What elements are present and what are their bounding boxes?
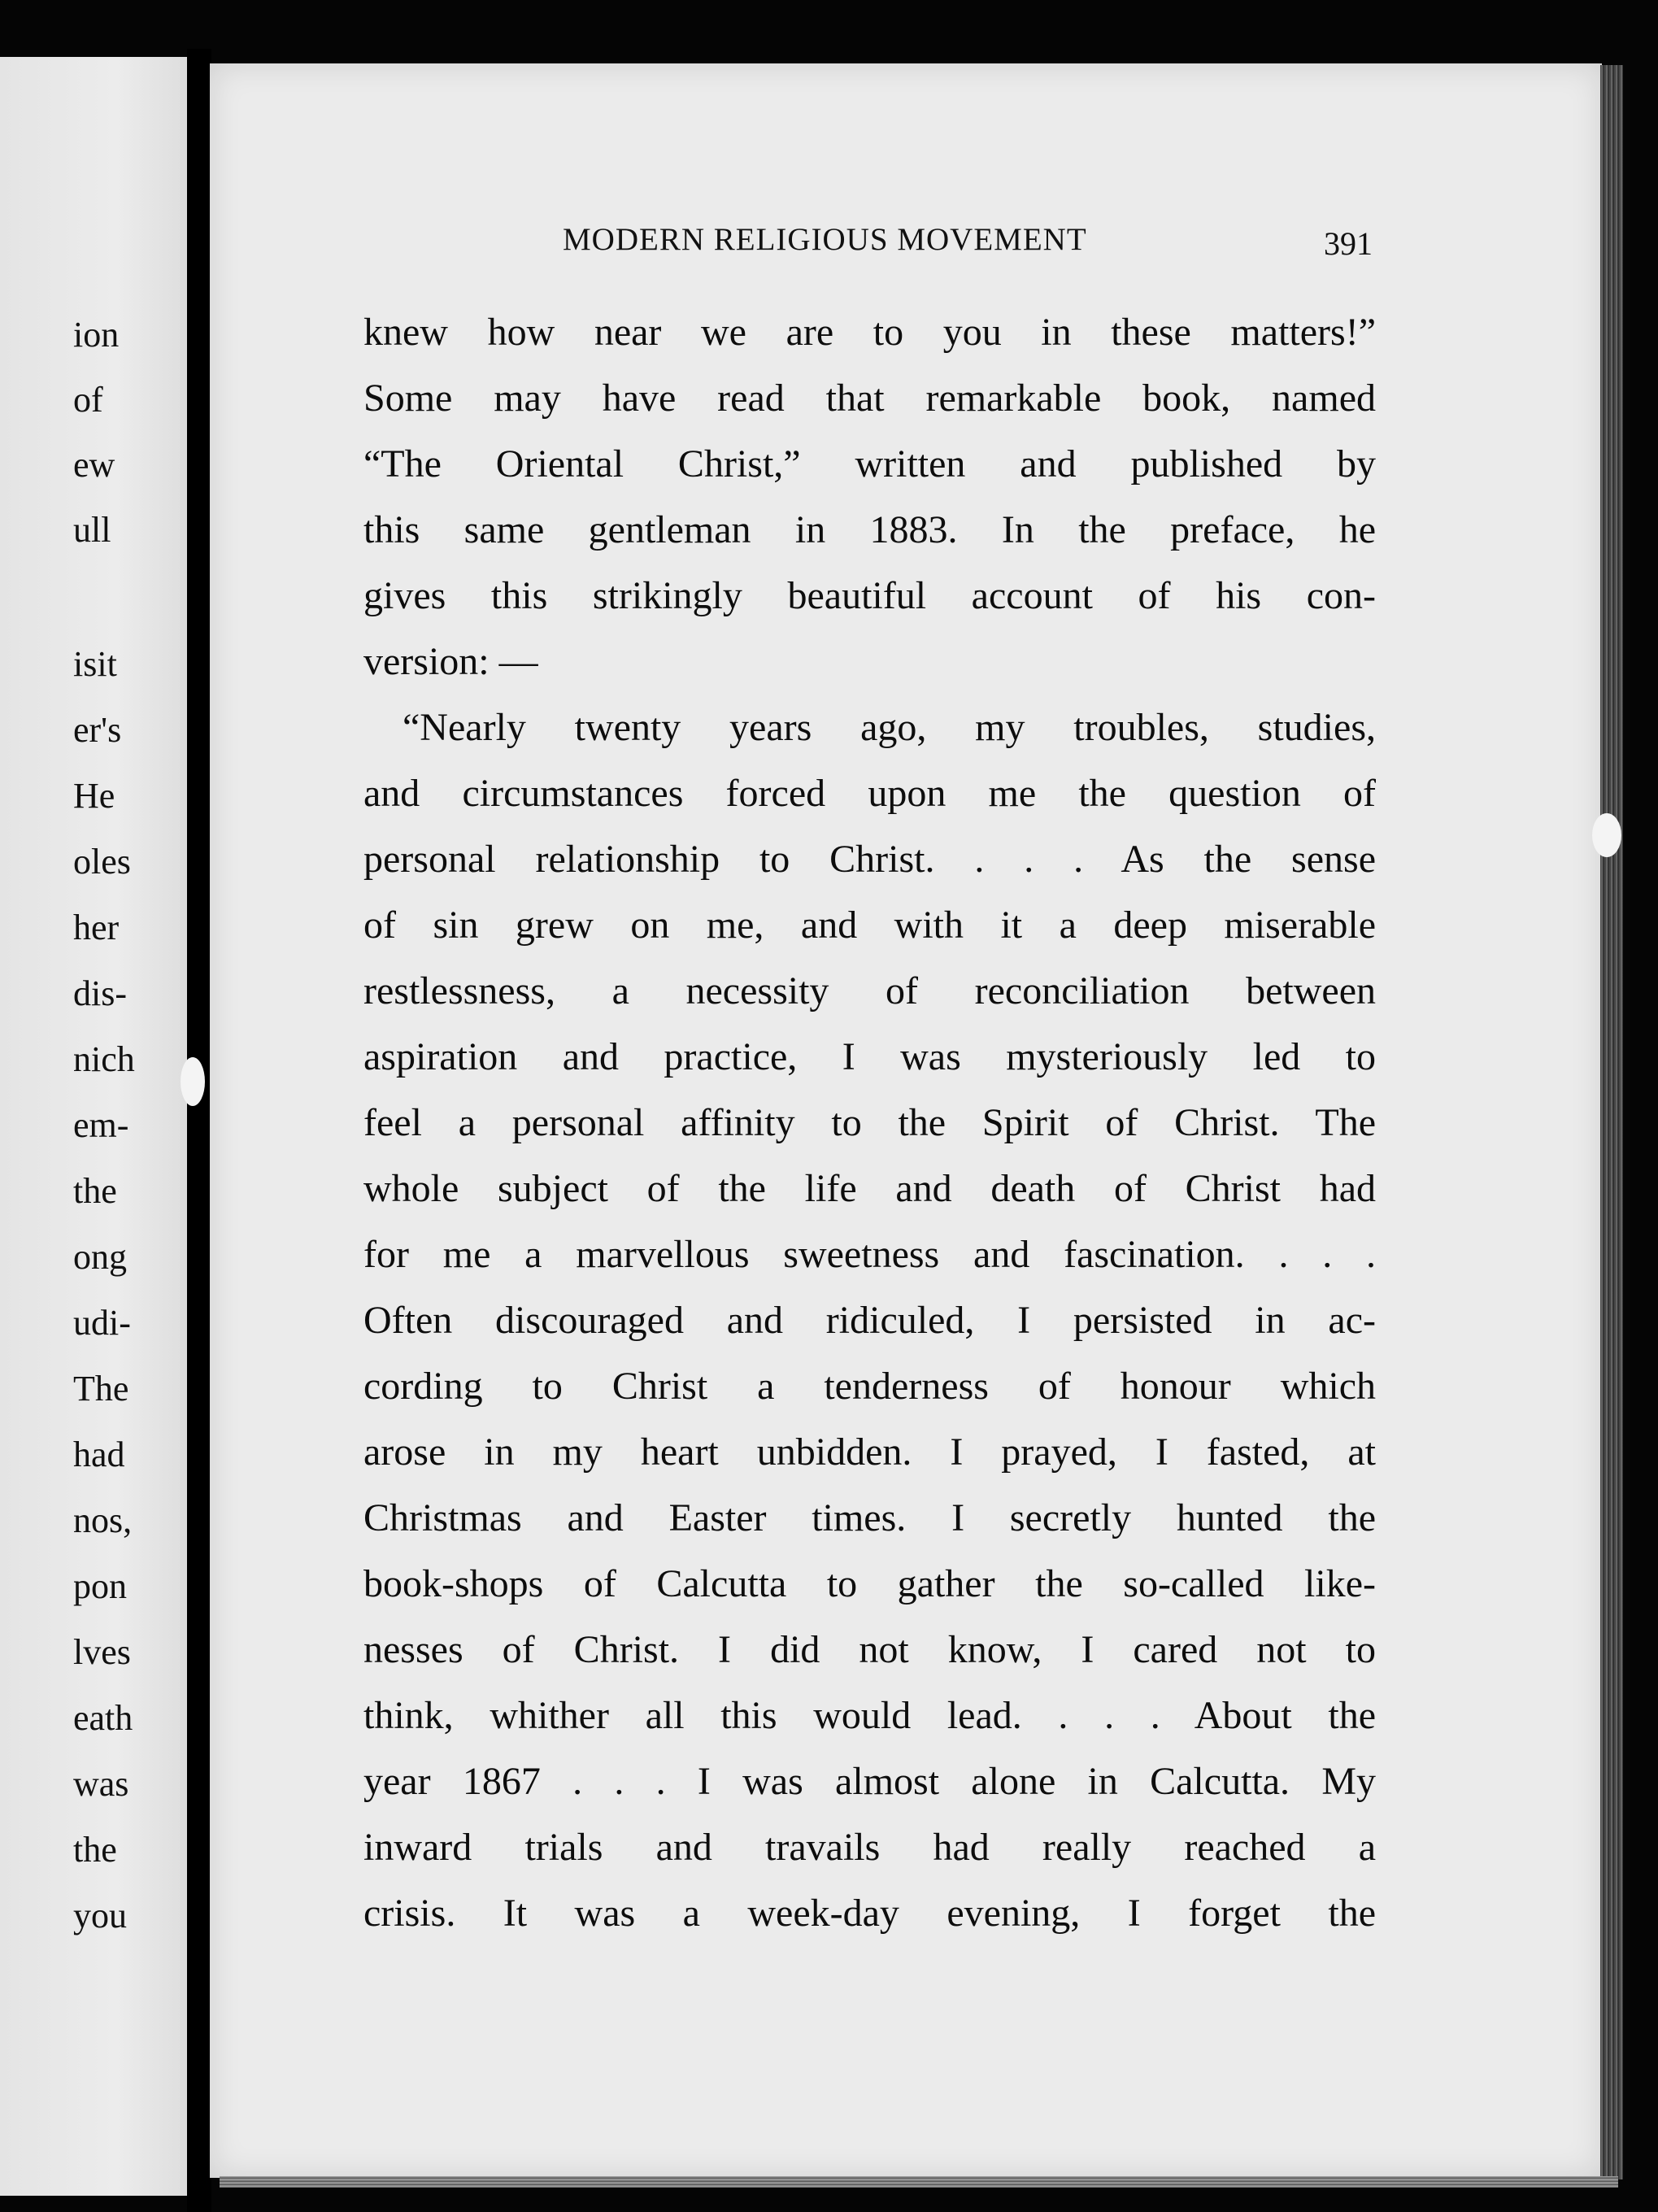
left-facing-page	[0, 57, 195, 2196]
text-line: year 1867 . . . I was almost alone in Calcutta. My	[363, 1760, 1376, 1803]
text-line: cording to Christ a tenderness of honour which	[363, 1365, 1376, 1408]
left-page-fragment: oles	[73, 842, 131, 882]
left-page-fragment: of	[73, 380, 103, 420]
left-page-fragment: nich	[73, 1039, 135, 1079]
left-page-fragment: eath	[73, 1698, 133, 1738]
left-page-fragment: her	[73, 908, 120, 947]
text-line: for me a marvellous sweetness and fascination. . . .	[363, 1233, 1376, 1276]
left-page-fragment: isit	[73, 644, 117, 684]
left-page-fragment: He	[73, 776, 115, 816]
left-page-fragment: The	[73, 1369, 129, 1409]
text-line: version: —	[363, 640, 538, 683]
scan-fleck	[1592, 813, 1621, 857]
left-page-fragment: the	[73, 1830, 117, 1870]
left-page-fragment: ew	[73, 445, 115, 485]
left-page-fragment: ull	[73, 510, 111, 550]
text-line: restlessness, a necessity of reconciliation between	[363, 969, 1376, 1012]
left-page-fragment: dis-	[73, 973, 127, 1013]
text-line: of sin grew on me, and with it a deep miserable	[363, 904, 1376, 947]
text-line: crisis. It was a week-day evening, I forget the	[363, 1892, 1376, 1935]
gutter-shadow	[187, 49, 211, 2212]
text-line: arose in my heart unbidden. I prayed, I fasted, at	[363, 1430, 1376, 1474]
running-header: MODERN RELIGIOUS MOVEMENT	[563, 222, 1087, 257]
scan-fleck	[181, 1057, 205, 1106]
left-page-fragment: er's	[73, 710, 122, 750]
left-page-fragment: udi-	[73, 1303, 131, 1343]
body-text	[363, 299, 1376, 1946]
text-line: “The Oriental Christ,” written and published by	[363, 442, 1376, 486]
left-page-fragment: ion	[73, 315, 120, 355]
page-edge-stack	[1600, 65, 1623, 2179]
left-page-fragment: was	[73, 1764, 129, 1804]
page-number: 391	[1324, 225, 1373, 262]
text-line: Often discouraged and ridiculed, I persisted in ac-	[363, 1299, 1376, 1342]
text-line: inward trials and travails had really reached a	[363, 1826, 1376, 1869]
left-page-fragment: you	[73, 1896, 127, 1936]
left-page-fragment: pon	[73, 1566, 127, 1606]
text-line: whole subject of the life and death of Christ had	[363, 1167, 1376, 1210]
text-line: and circumstances forced upon me the question of	[363, 772, 1376, 815]
left-page-fragment: the	[73, 1171, 117, 1211]
left-page-fragment: had	[73, 1435, 125, 1474]
bottom-page-edge	[220, 2176, 1618, 2188]
left-page-fragment: nos,	[73, 1500, 133, 1540]
text-line: Some may have read that remarkable book, named	[363, 377, 1376, 420]
text-line: book-shops of Calcutta to gather the so-called like-	[363, 1562, 1376, 1605]
text-line: Christmas and Easter times. I secretly hunted the	[363, 1496, 1376, 1539]
text-line: “Nearly twenty years ago, my troubles, studies,	[403, 706, 1376, 749]
left-page-fragment: em-	[73, 1105, 129, 1145]
left-page-fragment: ong	[73, 1237, 127, 1277]
text-line: aspiration and practice, I was mysteriously led to	[363, 1035, 1376, 1078]
left-page-fragment: lves	[73, 1632, 131, 1672]
text-line: feel a personal affinity to the Spirit of Christ. The	[363, 1101, 1376, 1144]
text-line: nesses of Christ. I did not know, I cared not to	[363, 1628, 1376, 1671]
text-line: personal relationship to Christ. . . . As the sense	[363, 838, 1376, 881]
text-line: gives this strikingly beautiful account of his con-	[363, 574, 1376, 617]
text-line: knew how near we are to you in these matters!”	[363, 311, 1376, 354]
text-line: this same gentleman in 1883. In the preface, he	[363, 508, 1376, 551]
text-line: think, whither all this would lead. . . . About the	[363, 1694, 1376, 1737]
